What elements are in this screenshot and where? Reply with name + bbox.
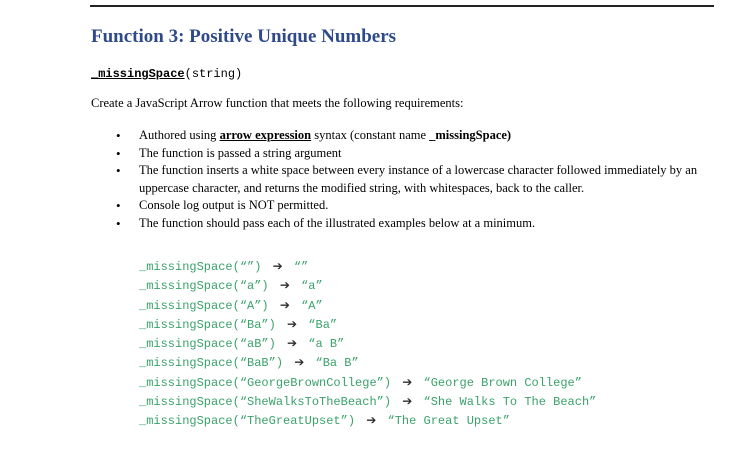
requirement-item (116, 145, 716, 163)
requirement-constant-name: _missingSpace) (429, 128, 512, 142)
example-result: “Ba B” (315, 356, 359, 371)
requirement-text: The function inserts a white space between every instance of a lowercase character followed immediately by an uppercase character, and returns the modified string, with whitespaces, back to the caller. (139, 163, 698, 195)
example-line (139, 411, 596, 430)
example-line (139, 315, 596, 334)
requirement-emphasis: arrow expression (219, 128, 312, 142)
bullet-icon: • (116, 198, 121, 214)
arrow-right-icon: ➔ (272, 259, 283, 273)
bullet-icon: • (116, 215, 121, 231)
requirement-text: The function should pass each of the illustrated examples below at a minimum. (139, 215, 536, 230)
arrow-right-icon: ➔ (402, 374, 413, 389)
example-result: “a B” (308, 337, 345, 352)
bullet-icon: • (116, 128, 121, 143)
page-heading: Function 3: Positive Unique Numbers (91, 26, 397, 47)
requirements-list (116, 127, 716, 233)
arrow-right-icon: ➔ (279, 297, 290, 312)
example-result: “She Walks To The Beach” (423, 395, 597, 410)
arrow-right-icon: ➔ (287, 336, 298, 351)
example-call: _missingSpace(“TheGreatUpset”) (139, 414, 356, 429)
example-result: “The Great Upset” (387, 414, 510, 429)
example-call: _missingSpace(“a”) (139, 279, 269, 294)
requirement-prefix: Authored using (139, 128, 220, 142)
requirement-item (116, 162, 716, 197)
example-call: _missingSpace(“SheWalksToTheBeach”) (139, 395, 392, 410)
example-line (139, 373, 596, 392)
example-call: _missingSpace(“”) (139, 260, 262, 274)
requirement-text: Console log output is NOT permitted. (139, 198, 329, 213)
function-signature (91, 67, 242, 81)
example-call: _missingSpace(“A”) (139, 298, 269, 313)
function-name: _missingSpace (91, 67, 185, 81)
example-line (139, 276, 596, 295)
arrow-right-icon: ➔ (402, 394, 413, 409)
example-call: _missingSpace(“Ba”) (139, 317, 276, 332)
requirement-item (116, 127, 716, 145)
bullet-icon: • (116, 145, 121, 161)
arrow-right-icon: ➔ (366, 413, 377, 428)
example-call: _missingSpace(“BaB”) (139, 356, 284, 371)
requirement-middle: syntax (constant name (311, 128, 430, 142)
examples-list (139, 257, 596, 431)
example-result: “Ba” (308, 317, 338, 332)
example-result: “George Brown College” (423, 375, 582, 390)
arrow-right-icon: ➔ (279, 278, 290, 293)
example-call: _missingSpace(“aB”) (139, 337, 276, 352)
example-result: “A” (301, 298, 323, 313)
top-rule (90, 5, 714, 7)
example-result: “a” (301, 279, 323, 294)
example-line (139, 296, 596, 315)
example-line (139, 392, 596, 411)
example-line (139, 353, 596, 372)
example-result: “” (293, 260, 309, 274)
example-line (139, 257, 596, 276)
bullet-icon: • (116, 163, 121, 179)
arrow-right-icon: ➔ (294, 355, 305, 370)
intro-text: Create a JavaScript Arrow function that meets the following requirements: (91, 96, 464, 110)
example-line (139, 334, 596, 353)
requirement-item (116, 197, 716, 215)
example-call: _missingSpace(“GeorgeBrownCollege”) (139, 375, 392, 390)
function-params: (string) (184, 67, 243, 81)
requirement-item (116, 215, 716, 233)
requirement-text: The function is passed a string argument (139, 145, 342, 160)
arrow-right-icon: ➔ (287, 316, 298, 331)
